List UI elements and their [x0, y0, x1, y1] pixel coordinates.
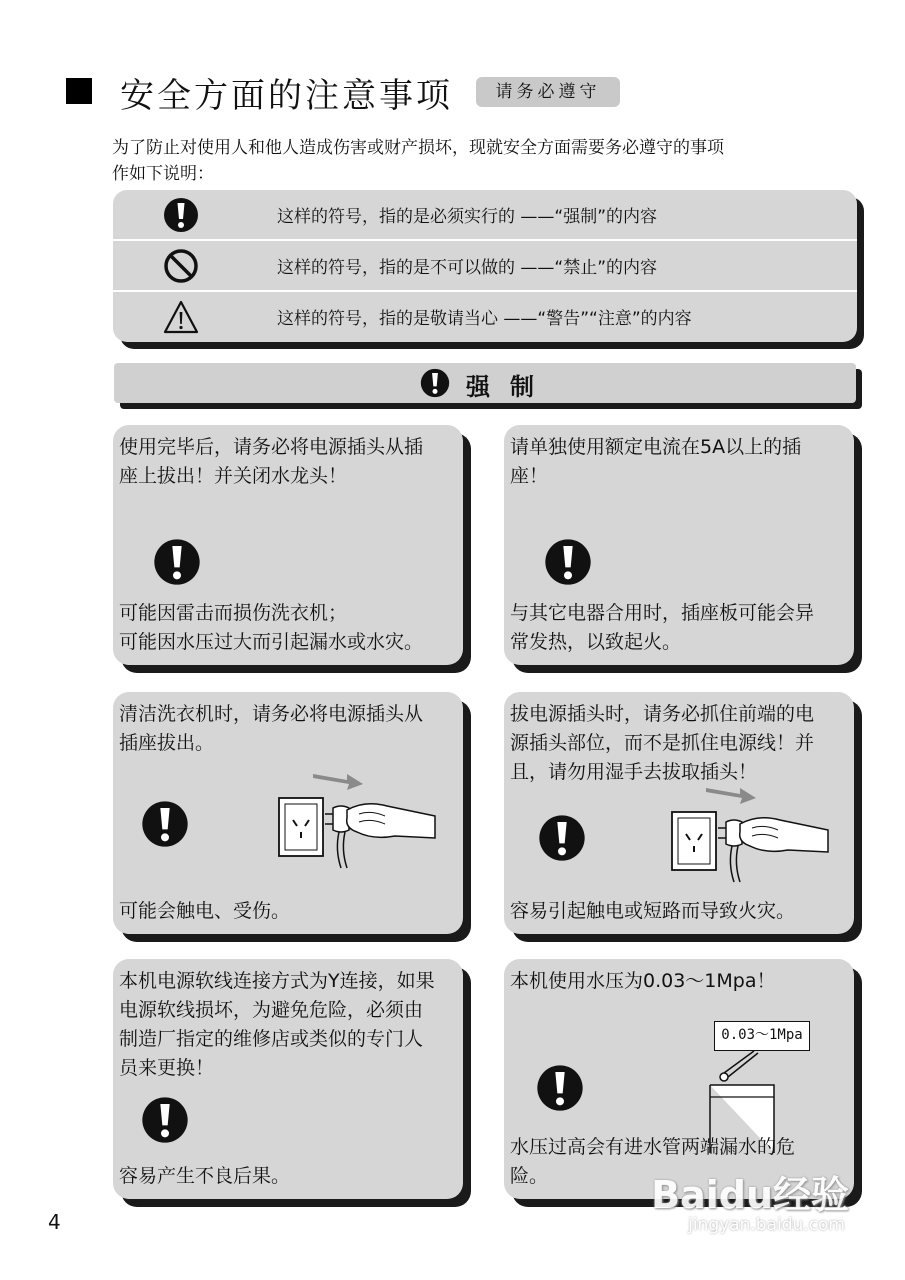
card-line: 座上拔出！并关闭水龙头！: [119, 465, 348, 487]
exclamation-circle-icon: [538, 814, 586, 862]
card-line: 险。: [510, 1165, 549, 1187]
baidu-watermark: Baidu经验: [651, 1173, 849, 1217]
card-water-pressure: [504, 959, 854, 1199]
exclamation-circle-icon: [420, 368, 450, 398]
card-instruction: [510, 967, 850, 996]
card-dedicated-socket: [504, 425, 854, 665]
card-line: 本机使用水压为0.03～1Mpa！: [510, 970, 776, 992]
card-line: 拔电源插头时，请务必抓住前端的电: [510, 703, 815, 725]
card-instruction: [510, 700, 850, 787]
intro-text: [112, 135, 832, 187]
legend-text: 这样的符号，指的是不可以做的 ——“禁止”的内容: [277, 258, 658, 278]
title-bullet: [66, 78, 92, 104]
pressure-gauge-label: 0.03～1Mpa: [714, 1021, 810, 1051]
card-line: 请单独使用额定电流在5A以上的插: [510, 436, 802, 458]
exclamation-circle-icon: [163, 197, 199, 233]
card-instruction: [510, 433, 850, 491]
card-consequence: [510, 897, 850, 926]
card-line: 本机电源软线连接方式为Y连接，如果: [119, 970, 435, 992]
card-line: 常发热，以致起火。: [510, 631, 682, 653]
card-line: 电源软线损坏，为避免危险，必须由: [119, 999, 424, 1021]
card-consequence: [119, 897, 459, 926]
card-instruction: [119, 433, 459, 491]
card-line: 容易产生不良后果。: [119, 1165, 291, 1187]
card-instruction: [119, 700, 459, 758]
unplug-illustration: [668, 784, 836, 884]
card-line: 可能因水压过大而引起漏水或水灾。: [119, 631, 424, 653]
legend-text: 这样的符号，指的是敬请当心 ——“警告”“注意”的内容: [277, 309, 692, 329]
card-power-cord-replacement: [113, 959, 463, 1199]
title-badge: 请务必遵守: [476, 77, 620, 107]
section-label: 强制: [466, 373, 554, 401]
exclamation-circle-icon: [141, 1096, 189, 1144]
unplug-illustration: [275, 770, 443, 870]
legend-row-mandatory: [113, 190, 857, 239]
card-line: 源插头部位，而不是抓住电源线！并: [510, 732, 815, 754]
prohibited-icon: [163, 248, 199, 284]
card-line: 可能因雷击而损伤洗衣机；: [119, 602, 348, 624]
card-line: 座！: [510, 465, 549, 487]
card-line: 制造厂指定的维修店或类似的专门人: [119, 1028, 424, 1050]
card-line: 清洁洗衣机时，请务必将电源插头从: [119, 703, 424, 725]
exclamation-circle-icon: [153, 538, 201, 586]
card-consequence: [119, 599, 459, 657]
card-line: 插座拔出。: [119, 732, 215, 754]
legend-text: 这样的符号，指的是必须实行的 ——“强制”的内容: [277, 207, 658, 227]
symbol-legend: [113, 190, 857, 342]
baidu-watermark-url: jingyan.baidu.com: [688, 1215, 845, 1235]
card-unplug-when-cleaning: [113, 692, 463, 934]
exclamation-circle-icon: [141, 800, 189, 848]
exclamation-circle-icon: [544, 538, 592, 586]
card-grip-plug: [504, 692, 854, 934]
legend-row-warning: [113, 290, 857, 341]
card-line: 容易引起触电或短路而导致火灾。: [510, 900, 796, 922]
legend-row-prohibited: [113, 239, 857, 290]
card-instruction: [119, 967, 459, 1083]
card-line: 员来更换！: [119, 1057, 215, 1079]
card-line: 水压过高会有进水管两端漏水的危: [510, 1136, 796, 1158]
card-consequence: [510, 599, 850, 657]
page-title: 安全方面的注意事项: [120, 76, 453, 116]
card-consequence: [119, 1162, 459, 1191]
intro-line: 为了防止对使用人和他人造成伤害或财产损坏，现就安全方面需要务必遵守的事项: [112, 138, 724, 158]
card-line: 使用完毕后，请务必将电源插头从插: [119, 436, 424, 458]
exclamation-circle-icon: [536, 1064, 584, 1112]
intro-line: 作如下说明：: [112, 164, 214, 184]
card-line: 可能会触电、受伤。: [119, 900, 291, 922]
section-bar: [114, 363, 856, 403]
card-line: 且，请勿用湿手去拔取插头！: [510, 761, 758, 783]
card-unplug-after-use: [113, 425, 463, 665]
card-line: 与其它电器合用时，插座板可能会异: [510, 602, 815, 624]
warning-triangle-icon: [163, 299, 199, 335]
page-number: 4: [48, 1210, 61, 1234]
